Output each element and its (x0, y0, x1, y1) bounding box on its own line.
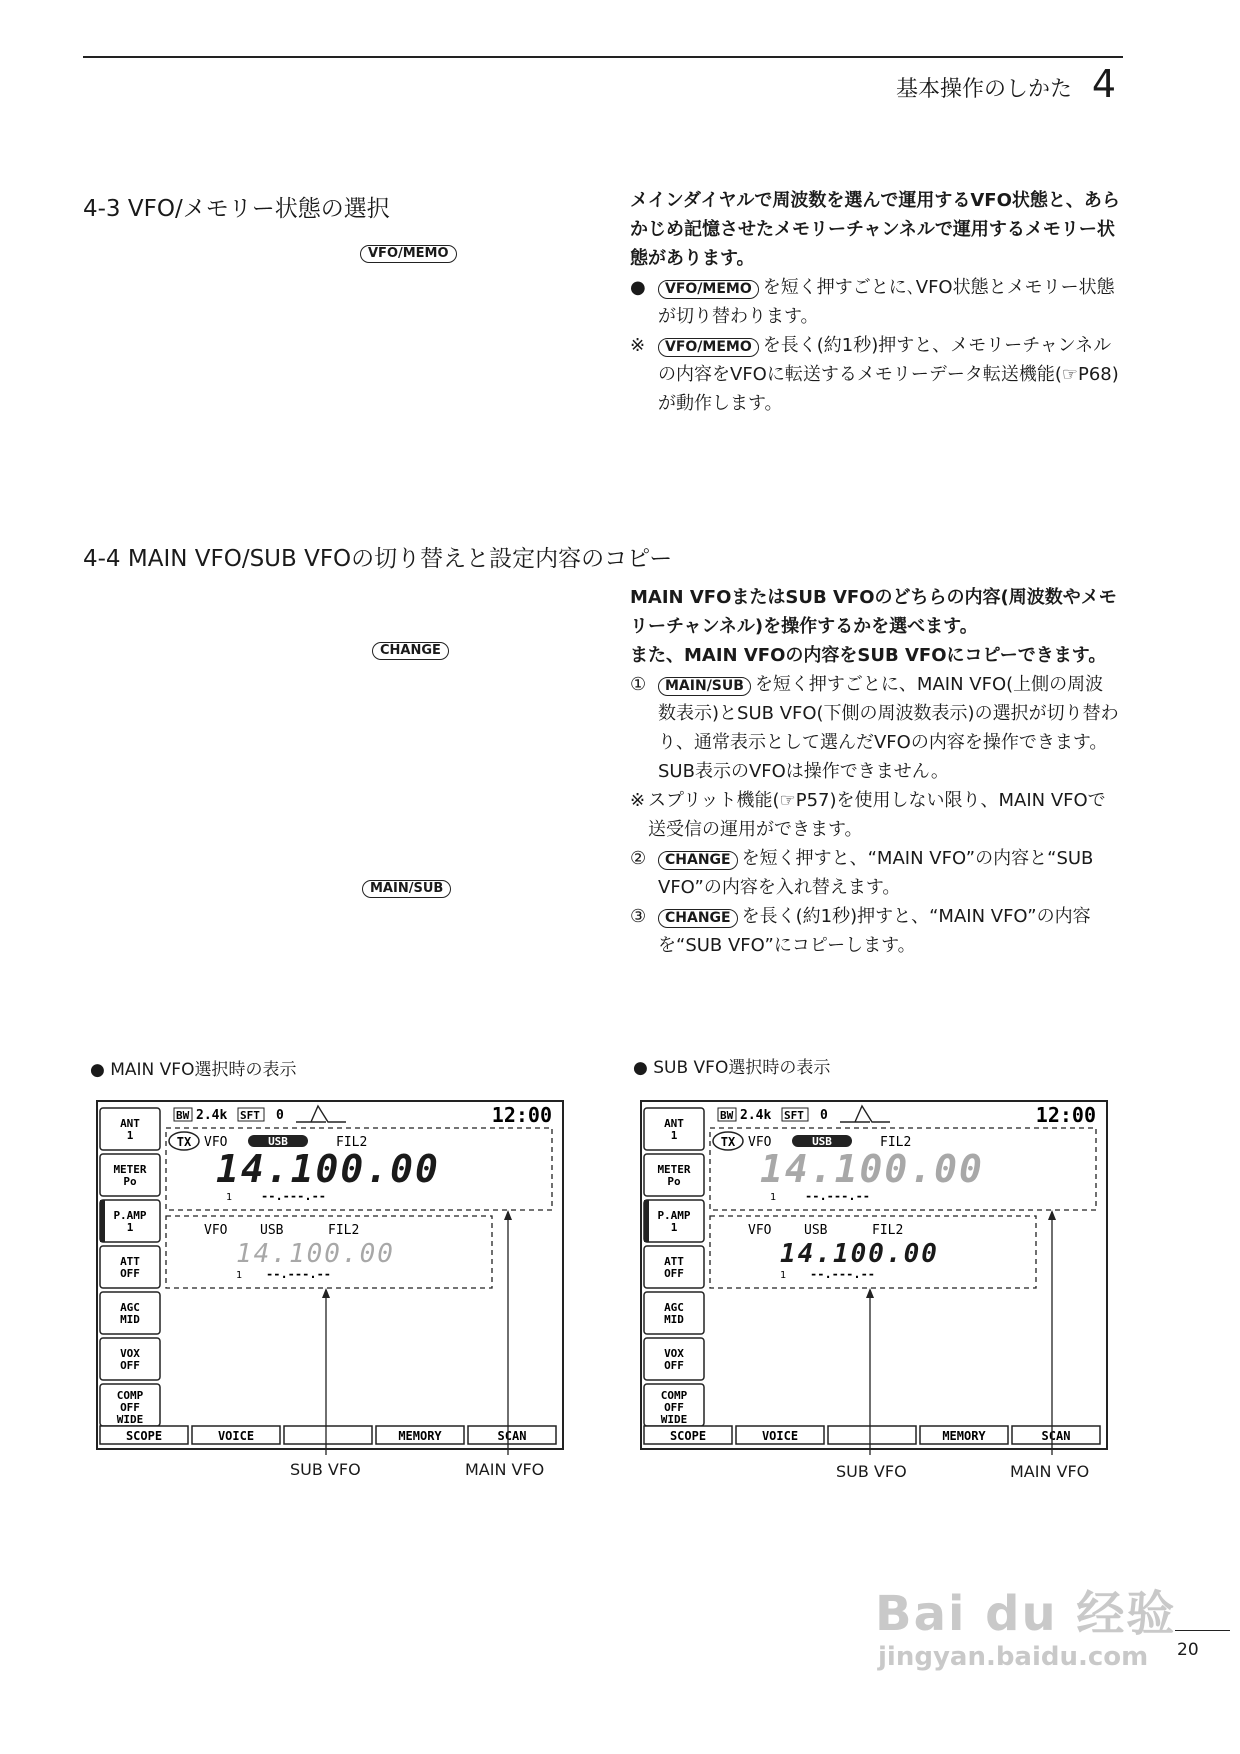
main-frequency: 14.100.00 (760, 1147, 984, 1191)
radio-illustration-1 (110, 245, 555, 470)
sub-memory-name: --.---.-- (266, 1267, 332, 1281)
tx-label: TX (720, 1135, 736, 1149)
function-key-memory: MEMORY (398, 1429, 442, 1443)
soft-key-label: MID (664, 1313, 684, 1326)
soft-key-label: ANT (664, 1117, 684, 1130)
function-key-frame (828, 1426, 916, 1444)
main-vfo-label: MAIN VFO (1010, 1462, 1090, 1481)
function-key-scan: SCAN (497, 1429, 527, 1443)
lcd-display-sub-selected (640, 1100, 1110, 1459)
soft-key-label: P.AMP (113, 1209, 147, 1222)
arrow-head-icon (504, 1210, 512, 1220)
section-4-4-intro-1: MAIN VFOまたはSUB VFOのどちらの内容(周波数やメモリーチャンネル)を操作するかを選べます。 (630, 587, 1117, 637)
main-vfo-label: MAIN VFO (465, 1460, 545, 1479)
sub-vfo-mode-label: VFO (748, 1223, 772, 1238)
transceiver-drawing (110, 642, 555, 904)
sub-frequency: 14.100.00 (780, 1239, 939, 1269)
sub-filter-text: FIL2 (328, 1223, 360, 1238)
arrow-head-icon (1048, 1210, 1056, 1220)
bw-value: 2.4k (740, 1108, 772, 1123)
watermark-url: jingyan.baidu.com (878, 1642, 1149, 1672)
sub-mode-text: USB (260, 1223, 284, 1238)
sub-memory-name: --.---.-- (810, 1267, 876, 1281)
sft-label: SFT (784, 1109, 804, 1122)
item-text: を短く押すごとに､VFO状態とメモリー状態が切り替わります。 (658, 277, 1115, 327)
note-marker: ※ (630, 335, 646, 356)
soft-key-meter (100, 1154, 160, 1196)
main-memory-channel: 1 (226, 1192, 233, 1203)
sub-vfo-label: SUB VFO (836, 1462, 907, 1481)
soft-key-label: 1 (670, 1129, 678, 1142)
section-4-4-item-3 (630, 902, 1120, 960)
circled-1-marker: ① (630, 674, 647, 695)
section-4-3-item-2 (630, 331, 1120, 418)
main-mode-text: USB (812, 1135, 832, 1148)
soft-key-comp (100, 1384, 160, 1426)
soft-key-label: OFF (120, 1401, 140, 1414)
soft-key-ant (644, 1108, 704, 1150)
soft-key-label: AGC (120, 1301, 140, 1314)
transceiver-drawing (110, 245, 555, 470)
soft-key-comp (644, 1384, 704, 1426)
soft-key-label: ANT (120, 1117, 140, 1130)
soft-key-ant (100, 1108, 160, 1150)
main-filter-text: FIL2 (336, 1135, 368, 1150)
section-4-3-intro: メインダイヤルで周波数を選んで運用するVFO状態と、あらかじめ記憶させたメモリーチャンネルで運用するメモリー状態があります。 (630, 190, 1120, 269)
passband-icon (296, 1106, 346, 1122)
soft-key-indicator (644, 1200, 649, 1242)
sub-vfo-label: SUB VFO (290, 1460, 361, 1479)
circled-3-marker: ③ (630, 906, 647, 927)
clock-text: 12:00 (1035, 1103, 1096, 1127)
function-key-scope: SCOPE (125, 1429, 163, 1443)
item-text: を長く(約1秒)押すと、“MAIN VFO”の内容を“SUB VFO”にコピーします。 (658, 906, 1091, 956)
bullet-marker: ● (630, 277, 646, 298)
section-4-3-text (630, 186, 1120, 418)
main-memory-channel: 1 (770, 1192, 777, 1203)
soft-key-label: 1 (670, 1221, 678, 1234)
soft-key-label: OFF (664, 1267, 684, 1280)
soft-key-label: WIDE (116, 1413, 144, 1426)
section-4-4-text (630, 583, 1120, 960)
tx-label: TX (176, 1135, 192, 1149)
main-memory-name: --.---.-- (805, 1189, 871, 1203)
sub-vfo-mode-label: VFO (204, 1223, 228, 1238)
function-key-memory: MEMORY (942, 1429, 986, 1443)
chapter-number: 4 (1091, 62, 1116, 106)
soft-key-label: ATT (664, 1255, 684, 1268)
soft-key-agc (100, 1292, 160, 1334)
item-text: を短く押すごとに、MAIN VFO(上側の周波数表示)とSUB VFO(下側の周波数表示)の選択が切り替わり、通常表示として選んだVFOの内容を操作できます。SUB表示のVFOは操作できません。 (658, 674, 1119, 782)
soft-key-label: WIDE (660, 1413, 688, 1426)
sft-label: SFT (240, 1109, 260, 1122)
soft-key-vox (644, 1338, 704, 1380)
section-4-3-item-1 (630, 273, 1120, 331)
soft-key-label: VOX (120, 1347, 140, 1360)
change-callout: CHANGE (372, 642, 449, 660)
sub-frequency: 14.100.00 (236, 1239, 395, 1269)
section-4-4-item-2 (630, 844, 1120, 902)
change-key-icon: CHANGE (658, 909, 738, 928)
section-4-4-note (630, 786, 1120, 844)
soft-key-label: OFF (120, 1267, 140, 1280)
soft-key-label: 1 (126, 1221, 134, 1234)
passband-icon (840, 1106, 890, 1122)
function-key-voice: VOICE (217, 1429, 255, 1443)
sft-value: 0 (820, 1108, 828, 1123)
function-key-scan: SCAN (1041, 1429, 1071, 1443)
display-caption-sub: ● SUB VFO選択時の表示 (633, 1058, 831, 1078)
soft-key-label: METER (657, 1163, 691, 1176)
item-text: スプリット機能(☞P57)を使用しない限り、MAIN VFOで送受信の運用ができます。 (648, 790, 1106, 840)
chapter-title: 基本操作のしかた (895, 77, 1072, 102)
soft-key-label: Po (667, 1175, 681, 1188)
soft-key-label: COMP (660, 1389, 688, 1402)
soft-key-vox (100, 1338, 160, 1380)
sub-mode-text: USB (804, 1223, 828, 1238)
sub-filter-text: FIL2 (872, 1223, 904, 1238)
section-4-4-title: 4-4 MAIN VFO/SUB VFOの切り替えと設定内容のコピー (83, 546, 673, 572)
item-text: を長く(約1秒)押すと、メモリーチャンネルの内容をVFOに転送するメモリーデータ転送機能(☞P68)が動作します。 (658, 335, 1119, 414)
sft-value: 0 (276, 1108, 284, 1123)
section-4-4-item-1 (630, 670, 1120, 786)
circled-2-marker: ② (630, 848, 647, 869)
soft-key-label: 1 (126, 1129, 134, 1142)
soft-key-pamp (100, 1200, 160, 1242)
soft-key-pamp (644, 1200, 704, 1242)
main-frequency: 14.100.00 (216, 1147, 440, 1191)
page-number: 20 (1177, 1640, 1199, 1660)
item-text: を短く押すと、“MAIN VFO”の内容と“SUB VFO”の内容を入れ替えます。 (658, 848, 1094, 898)
soft-key-label: Po (123, 1175, 137, 1188)
soft-key-label: ATT (120, 1255, 140, 1268)
soft-key-label: VOX (664, 1347, 684, 1360)
section-4-3-title: 4-3 VFO/メモリー状態の選択 (83, 196, 390, 222)
note-marker: ※ (630, 790, 646, 811)
footer-rule (1175, 1630, 1230, 1631)
main-sub-key-icon: MAIN/SUB (658, 677, 751, 696)
function-key-frame (284, 1426, 372, 1444)
arrow-head-icon (322, 1288, 330, 1298)
soft-key-indicator (100, 1200, 105, 1242)
soft-key-att (644, 1246, 704, 1288)
radio-illustration-2 (110, 642, 555, 904)
display-caption-main: ● MAIN VFO選択時の表示 (90, 1060, 297, 1080)
section-4-4-intro-2: また、MAIN VFOの内容をSUB VFOにコピーできます。 (630, 645, 1107, 666)
sub-memory-channel: 1 (780, 1270, 787, 1281)
clock-text: 12:00 (491, 1103, 552, 1127)
lcd-display-main-selected (96, 1100, 566, 1459)
soft-key-agc (644, 1292, 704, 1334)
main-vfo-mode-label: VFO (204, 1135, 228, 1150)
lcd-screen (96, 1100, 566, 1455)
soft-key-meter (644, 1154, 704, 1196)
arrow-head-icon (866, 1288, 874, 1298)
soft-key-label: OFF (664, 1401, 684, 1414)
main-vfo-mode-label: VFO (748, 1135, 772, 1150)
soft-key-label: COMP (116, 1389, 144, 1402)
function-key-voice: VOICE (761, 1429, 799, 1443)
bw-value: 2.4k (196, 1108, 228, 1123)
lcd-screen (640, 1100, 1110, 1455)
soft-key-label: METER (113, 1163, 147, 1176)
soft-key-att (100, 1246, 160, 1288)
bw-label: BW (176, 1109, 190, 1122)
main-mode-text: USB (268, 1135, 288, 1148)
soft-key-label: P.AMP (657, 1209, 691, 1222)
change-key-icon: CHANGE (658, 851, 738, 870)
bw-label: BW (720, 1109, 734, 1122)
vfo-memo-callout: VFO/MEMO (360, 245, 457, 263)
main-sub-callout: MAIN/SUB (362, 880, 451, 898)
function-key-scope: SCOPE (669, 1429, 707, 1443)
soft-key-label: AGC (664, 1301, 684, 1314)
soft-key-label: OFF (664, 1359, 684, 1372)
watermark-logo: Bai du 经验 (875, 1586, 1177, 1642)
soft-key-label: MID (120, 1313, 140, 1326)
main-filter-text: FIL2 (880, 1135, 912, 1150)
top-rule (83, 56, 1123, 58)
soft-key-label: OFF (120, 1359, 140, 1372)
vfo-memo-key-icon: VFO/MEMO (658, 338, 759, 357)
main-memory-name: --.---.-- (261, 1189, 327, 1203)
vfo-memo-key-icon: VFO/MEMO (658, 280, 759, 299)
sub-memory-channel: 1 (236, 1270, 243, 1281)
